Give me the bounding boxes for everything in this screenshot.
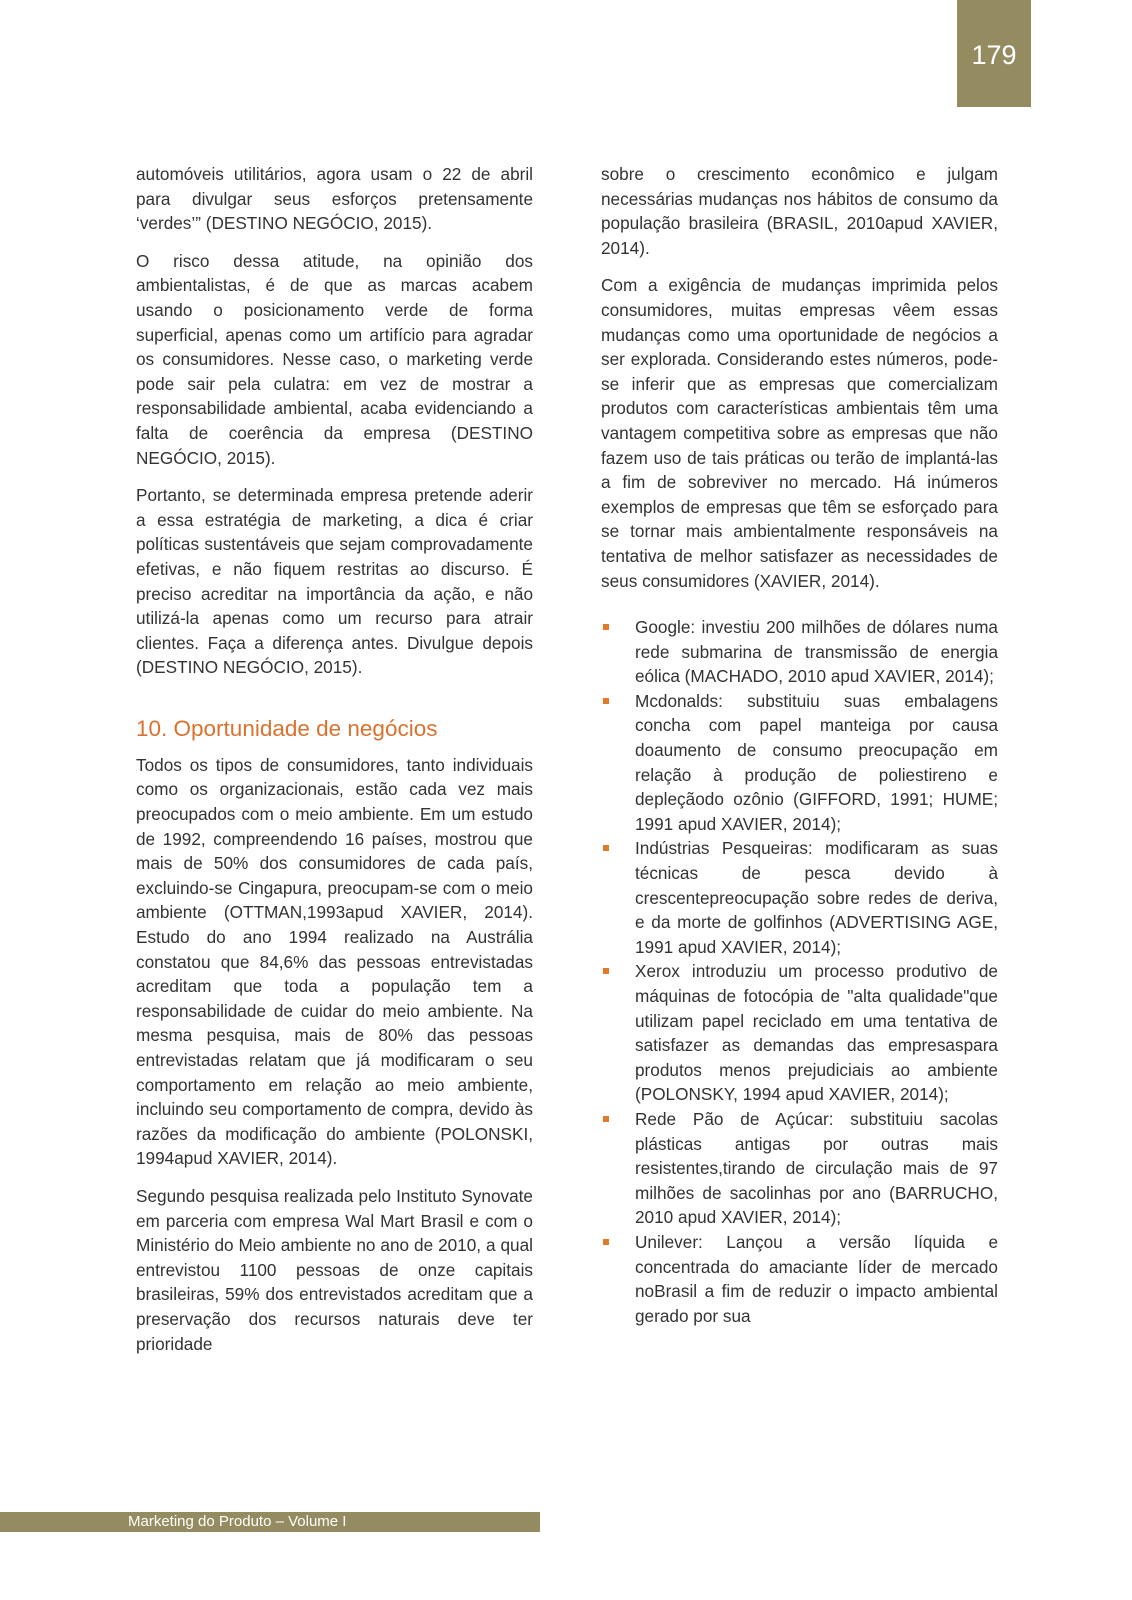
paragraph: Todos os tipos de consumidores, tanto individuais como os organizacionais, estão cada vez mais preocupados com o meio ambiente. Em um estudo de 1992, compreendendo 16 países, mostrou que mais de 50% dos consumidores de cada país, excluindo-se Cingapura, preocupam-se com o meio ambiente (OTTMAN,1993apud XAVIER, 2014). Estudo do ano 1994 realizado na Austrália constatou que 84,6% das pessoas entrevistadas acreditam que toda a população tem a responsabilidade de cuidar do meio ambiente. Na mesma pesquisa, mais de 80% das pessoas entrevistadas relatam que já modificaram o seu comportamento em relação ao meio ambiente, incluindo seu comportamento de compra, devido às razões da modificação do ambiente (POLONSKI, 1994apud XAVIER, 2014).: [136, 754, 533, 1169]
page-number-box: [957, 0, 1031, 107]
list-item: [601, 836, 998, 959]
list-item: [601, 615, 998, 689]
square-bullet-icon: [603, 624, 609, 630]
square-bullet-icon: [603, 968, 609, 974]
footer-band: [0, 1512, 540, 1532]
list-item-text: Unilever: Lançou a versão líquida e concentrada do amaciante líder de mercado noBrasil a fim de reduzir o impacto ambiental gerado por sua: [635, 1231, 998, 1326]
list-item-text: Xerox introduziu um processo produtivo de máquinas de fotocópia de "alta qualidade"que utilizam papel reciclado em uma tentativa de satisfazer as demandas das empresaspara produtos menos prejudiciais ao ambiente (POLONSKY, 1994 apud XAVIER, 2014);: [635, 961, 998, 1105]
list-item: [601, 959, 998, 1107]
square-bullet-icon: [603, 845, 609, 851]
square-bullet-icon: [603, 1116, 609, 1122]
bullet-list: [601, 615, 998, 1328]
paragraph: sobre o crescimento econômico e julgam necessárias mudanças nos hábitos de consumo da população brasileira (BRASIL, 2010apud XAVIER, 2014).: [601, 164, 998, 258]
list-item-text: Indústrias Pesqueiras: modificaram as suas técnicas de pesca devido à crescentepreocupação sobre redes de deriva, e da morte de golfinhos (ADVERTISING AGE, 1991 apud XAVIER, 2014);: [635, 838, 998, 957]
list-item: [601, 689, 998, 837]
list-item-text: Rede Pão de Açúcar: substituiu sacolas plásticas antigas por outras mais resistentes,tirando de circulação mais de 97 milhões de sacolinhas por ano (BARRUCHO, 2010 apud XAVIER, 2014);: [635, 1108, 998, 1228]
paragraph: Segundo pesquisa realizada pelo Instituto Synovate em parceria com empresa Wal Mart Brasil e com o Ministério do Meio ambiente no ano de 2010, a qual entrevistou 1100 pessoas de onze capitais brasileiras, 59% dos entrevistados acreditam que a preservação dos recursos naturais deve ter prioridade: [136, 1185, 533, 1354]
list-item: [601, 1230, 998, 1328]
square-bullet-icon: [603, 1239, 609, 1245]
list-item-text: Google: investiu 200 milhões de dólares numa rede submarina de transmissão de energia eólica (MACHADO, 2010 apud XAVIER, 2014);: [635, 617, 998, 687]
section-heading: 10. Oportunidade de negócios: [136, 715, 438, 741]
paragraph: O risco dessa atitude, na opinião dos ambientalistas, é de que as marcas acabem usando o posicionamento verde de forma superficial, apenas como um artifício para agradar os consumidores. Nesse caso, o marketing verde pode sair pela culatra: em vez de mostrar a responsabilidade ambiental, acaba evidenciando a falta de coerência da empresa (DESTINO NEGÓCIO, 2015).: [136, 250, 533, 468]
paragraph: Portanto, se determinada empresa pretende aderir a essa estratégia de marketing, a dica é criar políticas sustentáveis que sejam comprovadamente efetivas, e não fiquem restritas ao discurso. É preciso acreditar na importância da ação, e não utilizá-la apenas como um recurso para atrair clientes. Faça a diferença antes. Divulgue depois (DESTINO NEGÓCIO, 2015).: [136, 485, 533, 678]
left-column: [136, 162, 533, 1369]
page-number: 179: [971, 40, 1017, 70]
paragraph: Com a exigência de mudanças imprimida pelos consumidores, muitas empresas vêem essas mudanças como uma oportunidade de negócios a ser explorada. Considerando estes números, pode-se inferir que as empresas que comercializam produtos com características ambientais têm uma vantagem competitiva sobre as empresas que não fazem uso de tais práticas ou terão de implantá-las a fim de sobreviver no mercado. Há inúmeros exemplos de empresas que têm se esforçado para se tornar mais ambientalmente responsáveis na tentativa de melhor satisfazer as necessidades de seus consumidores (XAVIER, 2014).: [601, 275, 998, 591]
footer-text: Marketing do Produto – Volume I: [128, 1513, 347, 1530]
list-item-text: Mcdonalds: substituiu suas embalagens concha com papel manteiga por causa doaumento de consumo preocupação em relação à produção de poliestireno e depleçãodo ozônio (GIFFORD, 1991; HUME; 1991 apud XAVIER, 2014);: [635, 690, 998, 834]
square-bullet-icon: [603, 698, 609, 704]
right-column: [601, 162, 998, 1328]
paragraph: automóveis utilitários, agora usam o 22 de abril para divulgar seus esforços pretensamente ‘verdes’” (DESTINO NEGÓCIO, 2015).: [136, 164, 533, 234]
list-item: [601, 1107, 998, 1230]
